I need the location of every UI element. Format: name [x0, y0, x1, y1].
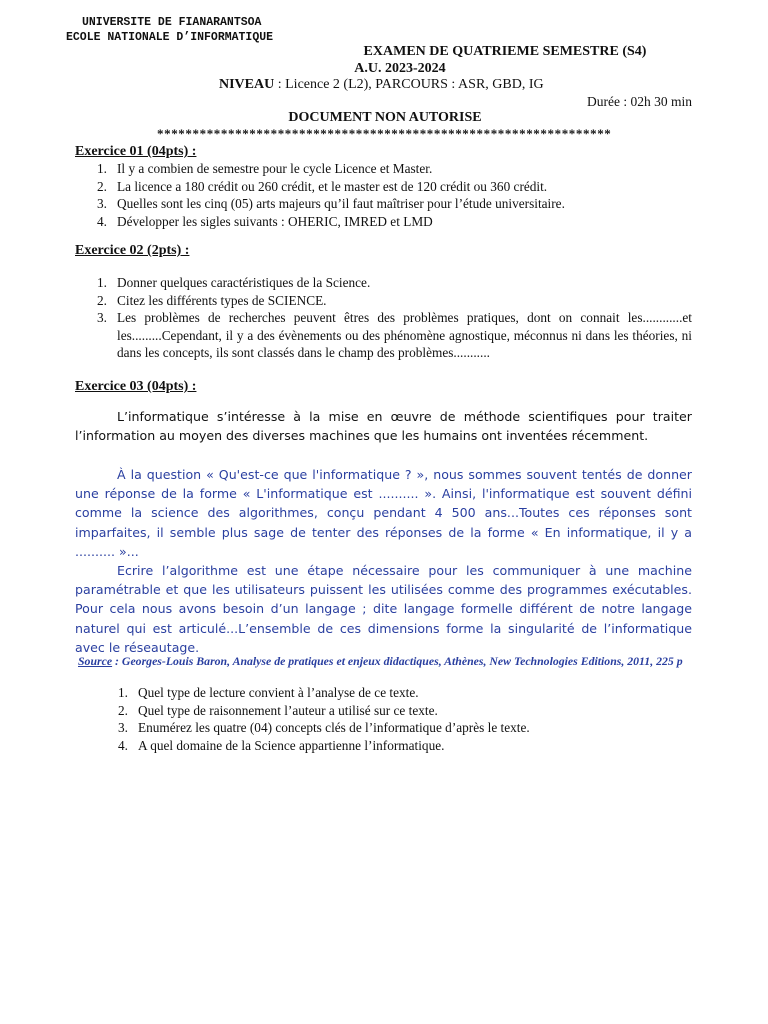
academic-year: A.U. 2023-2024: [354, 61, 446, 76]
exercise-1-title: Exercice 01 (04pts) :: [75, 144, 197, 159]
duration: Durée : 02h 30 min: [587, 94, 692, 109]
question-item: 4. Développer les sigles suivants : OHERIC, IMRED et LMD: [97, 213, 433, 229]
level-label: NIVEAU: [219, 77, 275, 92]
question-item: 3. Les problèmes de recherches peuvent êtres des problèmes pratiques, dont on connait les............et les.........Cependant, il y a des évènements ou des phénomène agnostique, méconnus ni dans les théories, ni dans les concepts, ils sont classés dans le champ des problèmes...........: [97, 310, 692, 360]
question-item: 2. Quel type de raisonnement l’auteur a utilisé sur ce texte.: [118, 702, 438, 718]
question-item: 3. Enumérez les quatre (04) concepts clés de l’informatique d’après le texte.: [118, 720, 530, 735]
question-item: 2. Citez les différents types de SCIENCE.: [97, 292, 327, 308]
exercise-3-paragraph-3: Ecrire l’algorithme est une étape nécessaire pour les communiquer à une machine paramétrable et que les utilisateurs puissent les utilisées comme des programmes exécutables. Pour cela nous avons besoin d’un langage ; dite langage formelle différent de notre langage naturel qui est articulé...L’ensemble de ces dimensions forme la singularité de l’informatique avec le réseautage.: [75, 563, 692, 655]
question-item: 4. A quel domaine de la Science appartienne l’informatique.: [118, 737, 445, 753]
exercise-3-paragraph-1: L’informatique s’intéresse à la mise en œuvre de méthode scientifiques pour traiter l’information au moyen des diverses machines que les humains ont inventées récemment.: [75, 409, 692, 444]
exercise-1-questions: [75, 160, 695, 230]
exam-title: EXAMEN DE QUATRIEME SEMESTRE (S4): [363, 44, 647, 59]
document-notice: DOCUMENT NON AUTORISE: [288, 110, 482, 125]
question-item: 3. Quelles sont les cinq (05) arts majeurs qu’il faut maîtriser pour l’étude universitaire.: [97, 196, 565, 211]
question-item: 1. Il y a combien de semestre pour le cycle Licence et Master.: [97, 161, 433, 176]
exercise-3-title: Exercice 03 (04pts) :: [75, 379, 197, 394]
source-citation: [78, 654, 683, 669]
question-item: 1. Donner quelques caractéristiques de la Science.: [97, 275, 371, 290]
exercise-3-questions: [96, 684, 696, 754]
exercise-2-questions: [75, 274, 692, 362]
question-item: 1. Quel type de lecture convient à l’analyse de ce texte.: [118, 685, 419, 700]
university-name: UNIVERSITE DE FIANARANTSOA: [82, 16, 262, 29]
exercise-3-paragraph-2: À la question « Qu'est-ce que l'informatique ? », nous sommes souvent tentés de donner une réponse de la forme « L'informatique est .......... ». Ainsi, l'informatique est souvent défini comme la science des algorithmes, conçu pendant 4 500 ans...Toutes ces réponses sont imparfaites, il semble plus sage de tenter des réponses de la forme « En informatique, il y a .......... »...: [75, 467, 692, 559]
source-label: Source: [78, 654, 113, 668]
question-item: 2. La licence a 180 crédit ou 260 crédit, et le master est de 120 crédit ou 360 crédit.: [97, 178, 548, 194]
source-text: : Georges-Louis Baron, Analyse de pratiques et enjeux didactiques, Athènes, New Technologies Editions, 2011, 225 p: [112, 654, 683, 668]
level-line: [219, 77, 544, 93]
school-name: ECOLE NATIONALE D’INFORMATIQUE: [66, 31, 274, 44]
exercise-2-title: Exercice 02 (2pts) :: [75, 243, 190, 258]
level-text: : Licence 2 (L2), PARCOURS : ASR, GBD, IG: [274, 77, 544, 92]
separator-line: ****************************************************************: [157, 126, 612, 141]
